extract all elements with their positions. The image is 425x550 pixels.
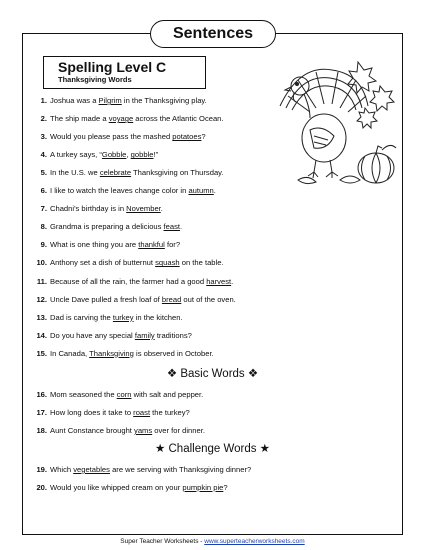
sentence-part: . [180,222,183,232]
sentence-part: , [126,150,131,160]
spelling-word: Pilgrim [98,96,122,105]
spelling-word: potatoes [172,132,202,142]
sentence-number: 8. [40,222,47,232]
spelling-word: vegetables [73,465,110,474]
spelling-word: autumn [188,186,214,196]
sentence-part: Uncle Dave pulled a fresh loaf of [50,294,162,304]
sentence-text [50,204,163,214]
sentence-part: for? [164,240,181,250]
sentence-part: in the Thanksgiving play. [121,96,207,105]
sentence-text [50,186,216,196]
sentence-number: 10. [36,258,47,268]
sentence-part: !” [153,150,159,160]
sentence-part: Thanksgiving on Thursday. [131,168,224,178]
sentence-part: How long does it take to [50,408,134,417]
level-title: Spelling Level C [58,59,167,75]
sentence-part: ? [223,483,228,492]
sentence-part: across the Atlantic Ocean. [133,114,224,124]
sentence-text [50,390,203,400]
sentence-part: Because of all the rain, the farmer had a good [50,276,207,286]
sentence-text [50,114,224,124]
sentence-number: 12. [36,294,47,304]
sentence-number: 5. [40,168,47,178]
sentence-text [50,408,190,418]
sentence-part: The ship made a [50,114,109,124]
spelling-word: Gobble [101,150,127,160]
sentence-part: traditions? [154,330,192,340]
turkey-pumpkin-clipart [270,56,400,191]
spelling-word: corn [116,390,132,399]
footer-link[interactable]: www.superteacherworksheets.com [204,538,305,545]
sentence-number: 2. [40,114,47,124]
sentence-text [50,96,207,106]
sentence-number: 6. [40,186,47,196]
sentence-text [50,240,180,250]
sentence-number: 19. [36,465,47,474]
page-title: Sentences [150,20,276,48]
spelling-word: pumpkin pie [182,483,224,492]
sentence-number: 18. [36,426,47,435]
footer-brand: Super Teacher Worksheets - [120,538,205,545]
sentence-text [50,132,206,142]
sentence-number: 1. [40,96,47,105]
sentence-number: 4. [40,150,47,160]
sentence-part: Joshua was a [50,96,99,105]
sentence-part: . [213,186,216,196]
sentence-part: are we serving with Thanksgiving dinner? [109,465,252,474]
sentence-part: A turkey says, “ [50,150,102,160]
sentence-number: 3. [40,132,47,142]
spelling-word: voyage [108,114,134,124]
sentence-part: over for dinner. [152,426,205,435]
sentence-part: Do you have any special [50,330,135,340]
spelling-word: family [134,330,155,340]
spelling-word: November [126,204,161,214]
sentence-part: Chadni's birthday is in [50,204,127,214]
sentence-number: 13. [36,312,47,322]
spelling-word: thankful [138,240,165,250]
sentence-part: Would you like whipped cream on your [50,483,183,492]
sentence-part: Mom seasoned the [50,390,117,399]
basic-words-heading: ❖ Basic Words ❖ [166,368,259,380]
sentence-part: with salt and pepper. [131,390,204,399]
sentence-part: Aunt Constance brought [50,426,135,435]
sentence-text [50,222,182,232]
sentence-number: 9. [40,240,47,250]
sentence-part: Grandma is preparing a delicious [50,222,164,232]
spelling-word: squash [155,258,180,268]
sentence-text [50,465,251,475]
sentence-part: I like to watch the leaves change color in [50,186,189,196]
sentence-part: Would you please pass the mashed [50,132,173,142]
spelling-word: harvest [206,276,232,286]
sentence-text [50,150,158,160]
spelling-word: bread [161,294,182,304]
sentence-part: out of the oven. [181,294,236,304]
sentence-number: 17. [36,408,47,417]
sentence-text [50,258,224,268]
spelling-word: yams [134,426,153,435]
spelling-word: feast [163,222,181,232]
spelling-word: gobble [130,150,154,160]
sentence-number: 11. [36,276,47,286]
spelling-word: celebrate [99,168,132,178]
sentence-part: Which [50,465,74,474]
sentence-number: 14. [36,330,47,340]
sentence-part: ? [201,132,206,142]
sentence-text [50,426,205,436]
sentence-part: What is one thing you are [50,240,139,250]
sentence-number: 16. [36,390,47,399]
sentence-part: In the U.S. we [50,168,100,178]
sentence-part: on the table. [179,258,224,268]
level-subtitle: Thanksgiving Words [58,75,132,84]
sentence-part: Anthony set a dish of butternut [50,258,156,268]
sentence-text [50,295,236,305]
sentence-text [50,168,224,178]
sentence-text [50,313,183,323]
sentence-part: in the kitchen. [133,312,183,322]
level-box [43,56,206,89]
sentence-text [50,277,233,287]
spelling-word: turkey [112,312,134,322]
sentence-text [50,483,228,493]
sentence-part: the turkey? [150,408,190,417]
sentence-part: . [160,204,163,214]
sentence-part: In Canada, [50,348,90,358]
challenge-words-heading: ★ Challenge Words ★ [154,443,270,455]
sentence-number: 20. [36,483,47,492]
sentence-text [50,331,192,341]
sentence-part: Dad is carving the [50,312,113,322]
sentence-number: 15. [36,348,47,358]
footer [0,538,425,546]
sentence-number: 7. [40,204,47,214]
spelling-word: Thanksgiving [89,348,134,358]
sentence-text [50,349,214,359]
sentence-part: . [231,276,234,286]
sentence-part: is observed in October. [133,348,214,358]
spelling-word: roast [133,408,151,417]
